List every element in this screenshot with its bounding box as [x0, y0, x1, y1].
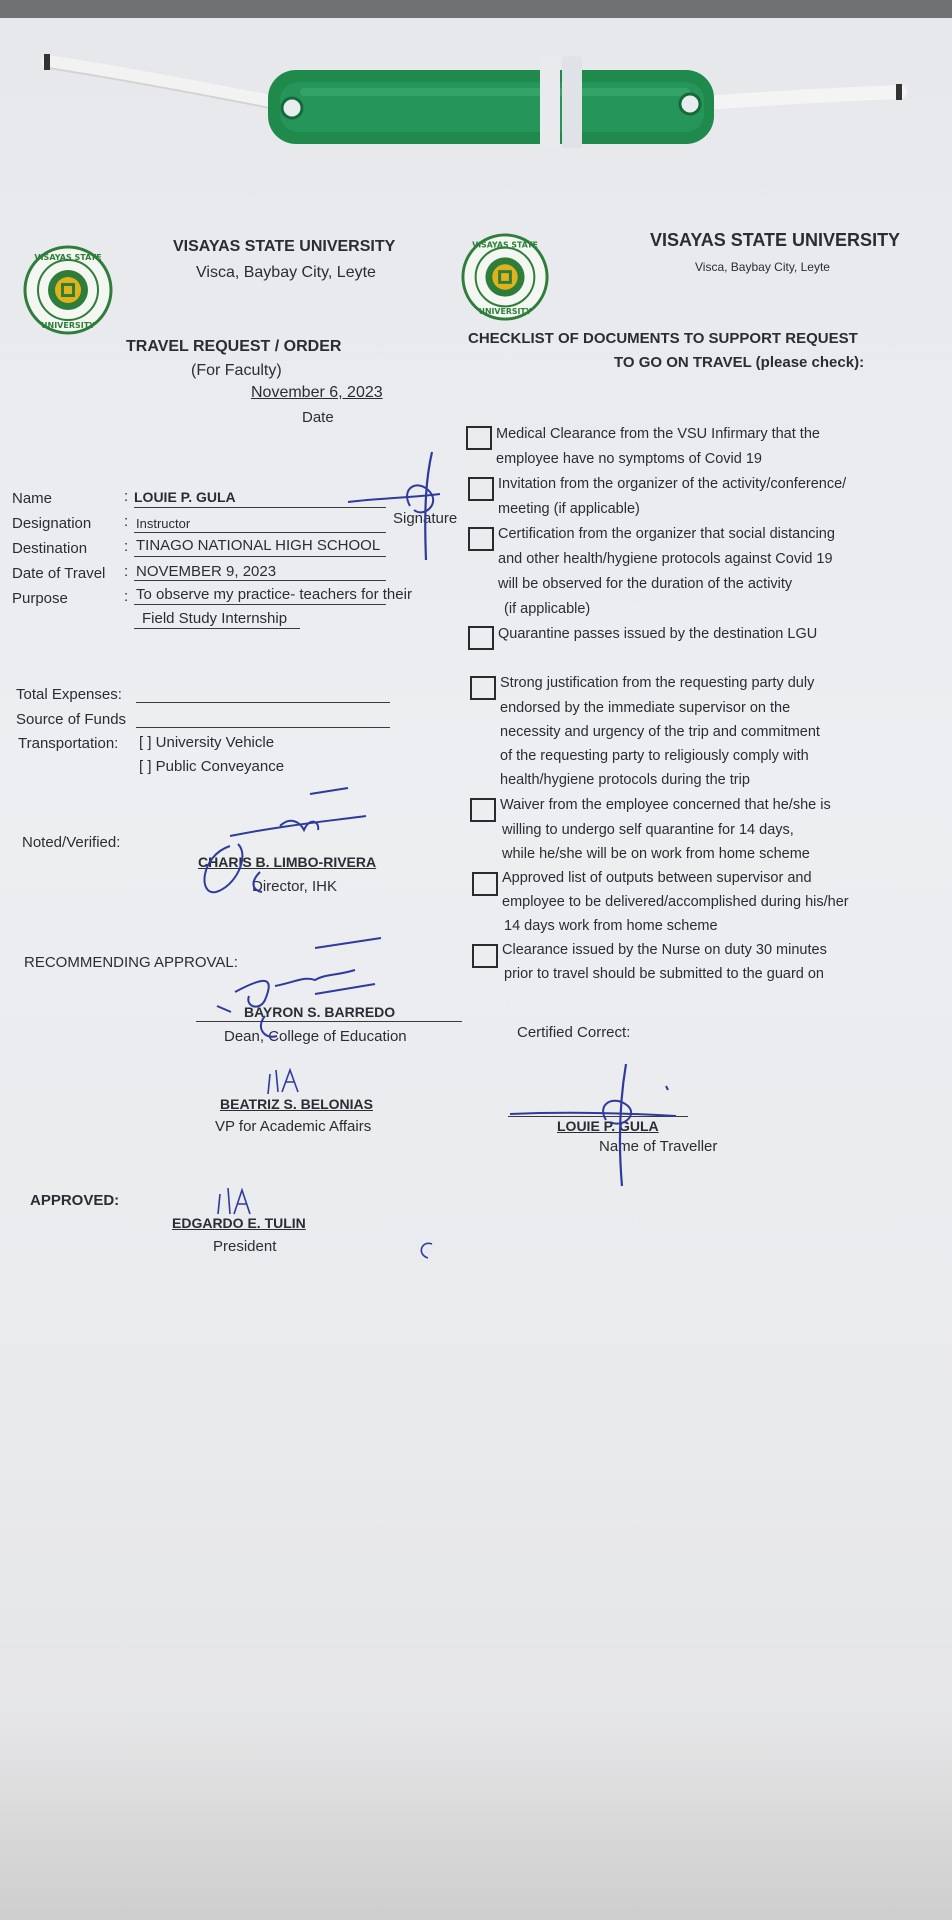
request-date-label: Date [302, 409, 334, 426]
seal-text-top: VISAYAS STATE [472, 240, 538, 250]
checklist-item-5-line4: of the requesting party to religiously comply with [500, 748, 809, 764]
checklist-title-line2: TO GO ON TRAVEL (please check): [614, 354, 865, 371]
checklist-item-2-line1: Invitation from the organizer of the activity/conference/ [498, 476, 847, 492]
designation-sep: : [124, 513, 129, 530]
checklist-item-7-line2: employee to be delivered/accomplished during his/her [502, 894, 849, 910]
certified-correct-label: Certified Correct: [517, 1024, 631, 1041]
checklist-item-4-line1: Quarantine passes issued by the destination LGU [498, 626, 818, 642]
destination-label: Destination [12, 540, 88, 557]
vsu-seal-right [460, 232, 550, 322]
checklist-item-3-line2: and other health/hygiene protocols against Covid 19 [498, 551, 833, 567]
seal-text-top: VISAYAS STATE [34, 253, 102, 262]
right-university-name: VISAYAS STATE UNIVERSITY [650, 230, 901, 250]
date-of-travel-value: NOVEMBER 9, 2023 [136, 563, 277, 580]
designation-value: Instructor [136, 516, 191, 531]
traveller-name: LOUIE P. GULA [557, 1118, 659, 1134]
checklist-item-3-line4: (if applicable) [500, 601, 591, 617]
destination-sep: : [124, 538, 129, 555]
destination-value: TINAGO NATIONAL HIGH SCHOOL [136, 537, 381, 554]
form-title: TRAVEL REQUEST / ORDER [126, 338, 342, 355]
signature-label: Signature [393, 510, 458, 527]
seal-text-bottom: UNIVERSITY [41, 321, 95, 330]
name-label: Name [12, 490, 53, 507]
checkbox-invitation[interactable] [468, 477, 494, 501]
recommending-name: BAYRON S. BARREDO [244, 1004, 396, 1020]
checklist-item-7-line1: Approved list of outputs between supervisor and [502, 870, 812, 886]
checklist-item-3-line1: Certification from the organizer that social distancing [498, 526, 835, 542]
checklist-item-6-line2: willing to undergo self quarantine for 14 days, [502, 822, 794, 838]
name-value: LOUIE P. GULA [134, 489, 236, 505]
checklist-item-8-line2: prior to travel should be submitted to the guard on [504, 966, 824, 982]
request-date-value: November 6, 2023 [251, 384, 383, 401]
checklist-item-3-line3: will be observed for the duration of the activity [498, 576, 793, 592]
checklist-item-5-line1: Strong justification from the requesting party duly [500, 675, 815, 691]
purpose-value-line1: To observe my practice- teachers for their [136, 586, 412, 603]
date-of-travel-sep: : [124, 563, 129, 580]
transport-university-vehicle[interactable]: [ ] University Vehicle [139, 734, 275, 751]
checklist-item-1-line2: employee have no symptoms of Covid 19 [496, 451, 762, 467]
page-shadow [0, 1720, 952, 1920]
traveller-title: Name of Traveller [599, 1138, 718, 1155]
designation-label: Designation [12, 515, 92, 532]
checkbox-strong-justification[interactable] [470, 676, 496, 700]
president-title: President [213, 1238, 277, 1255]
source-of-funds-label: Source of Funds [16, 711, 127, 728]
vp-title: VP for Academic Affairs [215, 1118, 372, 1135]
noted-verified-label: Noted/Verified: [22, 834, 121, 851]
noted-name: CHARIS B. LIMBO-RIVERA [198, 854, 377, 870]
president-name: EDGARDO E. TULIN [172, 1215, 306, 1231]
name-sep: : [124, 488, 129, 505]
checklist-item-6-line3: while he/she will be on work from home scheme [502, 846, 810, 862]
recommending-approval-label: RECOMMENDING APPROVAL: [24, 954, 238, 971]
checkbox-quarantine-passes[interactable] [468, 626, 494, 650]
paper-fastener [0, 0, 952, 160]
right-university-address: Visca, Baybay City, Leyte [695, 260, 830, 274]
purpose-sep: : [124, 588, 129, 605]
checklist-item-2-line2: meeting (if applicable) [498, 501, 640, 517]
checkbox-nurse-clearance[interactable] [472, 944, 498, 968]
left-university-name: VISAYAS STATE UNIVERSITY [173, 238, 396, 255]
date-of-travel-label: Date of Travel [12, 565, 106, 582]
recommending-title: Dean, College of Education [224, 1028, 407, 1045]
checkbox-medical-clearance[interactable] [466, 426, 492, 450]
purpose-value-line2: Field Study Internship [142, 610, 288, 627]
checkbox-certification[interactable] [468, 527, 494, 551]
purpose-label: Purpose [12, 590, 68, 607]
checklist-item-5-line5: health/hygiene protocols during the trip [500, 772, 750, 788]
noted-title: Director, IHK [252, 878, 338, 895]
checkbox-approved-outputs[interactable] [472, 872, 498, 896]
transport-public-conveyance[interactable]: [ ] Public Conveyance [139, 758, 285, 775]
vsu-seal-left [22, 244, 114, 336]
checklist-item-8-line1: Clearance issued by the Nurse on duty 30 minutes [502, 942, 827, 958]
checklist-item-7-line3: 14 days work from home scheme [504, 918, 718, 934]
left-university-address: Visca, Baybay City, Leyte [196, 264, 376, 281]
checkbox-waiver[interactable] [470, 798, 496, 822]
checklist-item-6-line1: Waiver from the employee concerned that he/she is [500, 797, 831, 813]
checklist-item-1-line1: Medical Clearance from the VSU Infirmary that the [496, 426, 820, 442]
transportation-label: Transportation: [18, 735, 119, 752]
total-expenses-label: Total Expenses: [16, 686, 122, 703]
seal-text-bottom: UNIVERSITY [478, 307, 532, 317]
checklist-item-5-line3: necessity and urgency of the trip and commitment [500, 724, 820, 740]
checklist-title-line1: CHECKLIST OF DOCUMENTS TO SUPPORT REQUEST [468, 330, 858, 347]
approved-label: APPROVED: [30, 1192, 120, 1209]
form-subtitle: (For Faculty) [191, 362, 282, 379]
vp-name: BEATRIZ S. BELONIAS [220, 1096, 373, 1112]
checklist-item-5-line2: endorsed by the immediate supervisor on the [500, 700, 791, 716]
